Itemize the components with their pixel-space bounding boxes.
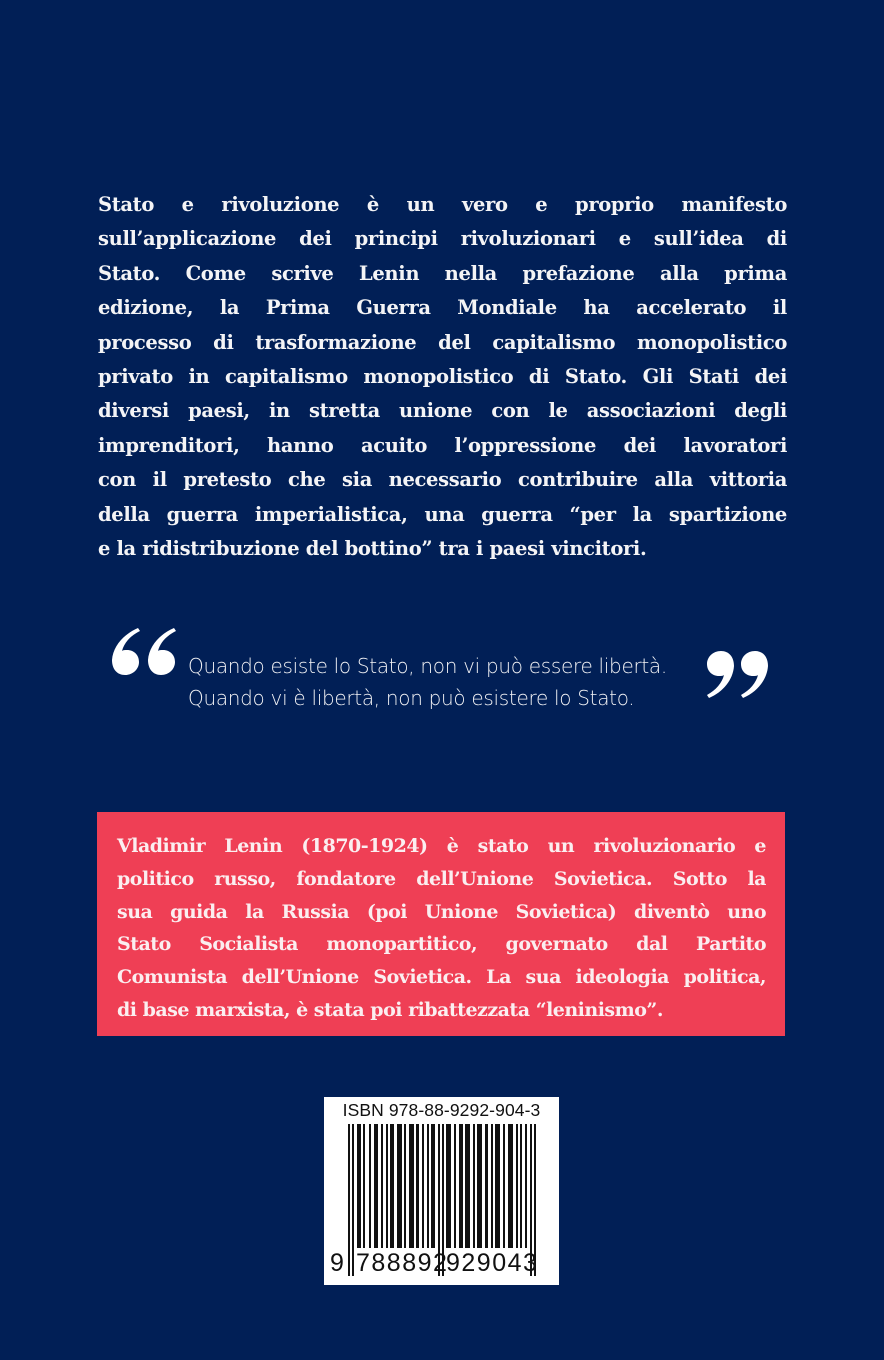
bio-line: di base marxista, è stata poi ribattezzata “leninismo”.: [117, 998, 663, 1021]
isbn-label: ISBN 978-88-9292-904-3: [342, 1100, 541, 1120]
barcode-first-digit: 9: [330, 1249, 346, 1277]
bio-line: politico russo, fondatore dell’Unione Sovietica. Sotto la: [117, 867, 766, 890]
quote-line: Quando vi è libertà, non può esistere lo Stato.: [188, 686, 635, 710]
quote-text: [188, 650, 667, 714]
quote-line: Quando esiste lo Stato, non vi può essere libertà.: [188, 654, 667, 678]
blurb-line: con il pretesto che sia necessario contribuire alla vittoria: [98, 468, 787, 492]
blurb-line: sull’applicazione dei principi rivoluzionari e sull’idea di: [98, 227, 787, 251]
bio-line: Comunista dell’Unione Sovietica. La sua ideologia politica,: [117, 966, 766, 989]
bio-line: sua guida la Russia (poi Unione Sovietica) diventò uno: [117, 900, 766, 923]
blurb-line: e la ridistribuzione del bottino” tra i paesi vincitori.: [98, 536, 647, 560]
blurb-line: Stato. Come scrive Lenin nella prefazione alla prima: [98, 261, 787, 285]
barcode-left-digits: 788892: [356, 1249, 449, 1277]
isbn-barcode: [324, 1097, 559, 1285]
barcode-right-digits: 929043: [446, 1249, 539, 1277]
bio-line: Stato Socialista monopartitico, governato dal Partito: [117, 933, 766, 956]
bio-line: Vladimir Lenin (1870-1924) è stato un rivoluzionario e: [117, 835, 766, 857]
blurb-line: della guerra imperialistica, una guerra “per la spartizione: [98, 502, 787, 526]
author-bio-text: [117, 830, 766, 1027]
blurb-line: privato in capitalismo monopolistico di Stato. Gli Stati dei: [98, 364, 787, 388]
open-quote-icon: [110, 626, 178, 676]
blurb-line: diversi paesi, in stretta unione con le associazioni degli: [98, 399, 787, 423]
blurb-line: processo di trasformazione del capitalismo monopolistico: [98, 330, 787, 354]
blurb-paragraph: [98, 188, 787, 566]
blurb-line: Stato e rivoluzione è un vero e proprio manifesto: [98, 193, 787, 216]
pull-quote: [0, 620, 884, 720]
blurb-line: imprenditori, hanno acuito l’oppressione dei lavoratori: [98, 433, 787, 457]
blurb-line: edizione, la Prima Guerra Mondiale ha accelerato il: [98, 296, 787, 320]
author-bio-box: [97, 812, 785, 1036]
close-quote-icon: [706, 650, 772, 700]
